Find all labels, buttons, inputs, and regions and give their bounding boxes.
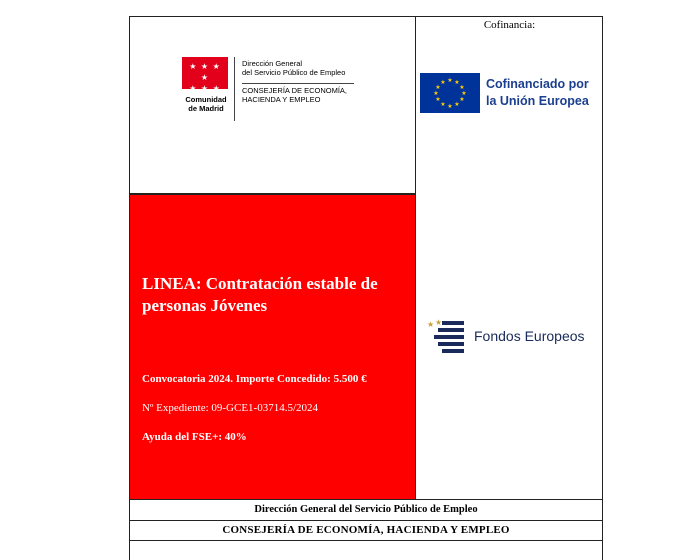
logo-consejeria: CONSEJERÍA DE ECONOMÍA, HACIENDA Y EMPLEO xyxy=(242,86,348,104)
expediente-text: Nº Expediente: 09-GCE1-03714.5/2024 xyxy=(142,402,319,414)
linea-title: LINEA: Contratación estable de personas Jóvenes xyxy=(142,274,378,315)
footer-consejeria-text: CONSEJERÍA DE ECONOMÍA, HACIENDA Y EMPLEO xyxy=(222,524,510,536)
logo-divider xyxy=(234,57,235,121)
cofinancia-column xyxy=(416,16,603,500)
linea-red-block xyxy=(129,194,416,500)
svg-text:★: ★ xyxy=(459,96,465,103)
svg-text:★: ★ xyxy=(447,77,453,84)
svg-text:★: ★ xyxy=(461,90,467,97)
svg-text:★: ★ xyxy=(440,101,446,108)
eu-cofinanciado-logo xyxy=(420,73,600,113)
ayuda-fse-text: Ayuda del FSE+: 40% xyxy=(142,431,247,443)
convocatoria-text: Convocatoria 2024. Importe Concedido: 5.500 € xyxy=(142,373,367,385)
eu-logo-text: Cofinanciado por la Unión Europea xyxy=(486,77,589,108)
footer-direccion-row xyxy=(129,500,603,520)
fondos-europeos-logo xyxy=(424,317,602,359)
cofinancia-label: Cofinancia: xyxy=(483,19,536,31)
svg-text:★: ★ xyxy=(454,79,460,86)
svg-text:★: ★ xyxy=(435,318,443,327)
svg-text:★: ★ xyxy=(454,101,460,108)
fondos-europeos-text: Fondos Europeos xyxy=(474,328,585,344)
svg-text:★: ★ xyxy=(459,84,465,91)
svg-text:★: ★ xyxy=(440,79,446,86)
logo-hline xyxy=(242,83,354,84)
eu-flag-icon xyxy=(420,73,480,113)
logo-direccion-general: Dirección General del Servicio Público de Empleo xyxy=(242,59,346,77)
svg-text:★: ★ xyxy=(447,103,453,110)
svg-text:★: ★ xyxy=(433,90,439,97)
comunidad-de-madrid-logo xyxy=(182,57,422,127)
logo-cell xyxy=(129,16,416,194)
footer-consejeria-row xyxy=(129,520,603,540)
madrid-flag-icon: ★ ★ ★ ★ ★ ★ ★ xyxy=(182,57,228,89)
footer-direccion-text: Dirección General del Servicio Público de Empleo xyxy=(254,504,478,515)
svg-text:★: ★ xyxy=(435,84,441,91)
fondos-europeos-icon xyxy=(424,317,472,359)
svg-text:★: ★ xyxy=(435,96,441,103)
madrid-logo-name: Comunidad de Madrid xyxy=(185,95,227,113)
footer-empty-row xyxy=(129,540,603,560)
svg-text:★: ★ xyxy=(427,320,435,329)
